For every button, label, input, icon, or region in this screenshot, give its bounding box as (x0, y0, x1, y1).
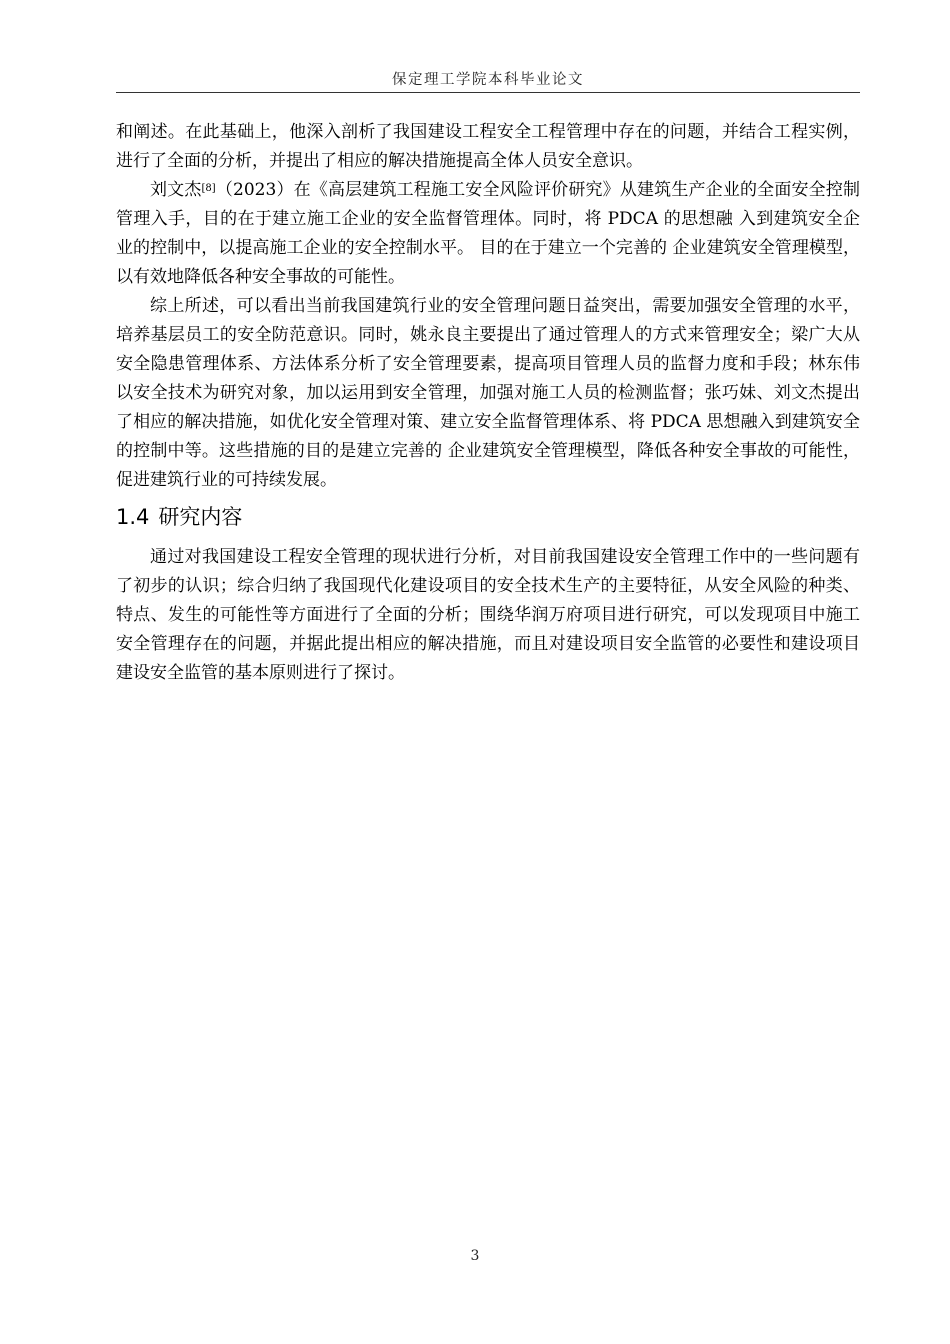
page-number: 3 (470, 1248, 480, 1264)
section-title: 研究内容 (158, 505, 243, 529)
section-heading (116, 501, 860, 533)
header-divider (116, 92, 860, 93)
citation-ref: [8] (201, 183, 216, 194)
paragraph-continuation: 和阐述。在此基础上，他深入剖析了我国建设工程安全工程管理中存在的问题，并结合工程实例，进行了全面的分析，并提出了相应的解决措施提高全体人员安全意识。 (116, 122, 860, 171)
page-header-title: 保定理工学院本科毕业论文 (392, 72, 584, 88)
paragraph-research-content: 通过对我国建设工程安全管理的现状进行分析，对目前我国建设安全管理工作中的一些问题有了初步的认识；综合归纳了我国现代化建设项目的安全技术生产的主要特征，从安全风险的种类、特点、发生的可能性等方面进行了全面的分析；围绕华润万府项目进行研究，可以发现项目中施工安全管理存在的问题，并据此提出相应的解决措施，而且对建设项目安全监管的必要性和建设项目建设安全监管的基本原则进行了探讨。 (116, 547, 860, 683)
paragraph-liu-wenjie (116, 176, 860, 292)
section-number: 1.4 (116, 505, 150, 529)
paragraph-summary: 综上所述，可以看出当前我国建筑行业的安全管理问题日益突出，需要加强安全管理的水平，培养基层员工的安全防范意识。同时，姚永良主要提出了通过管理人的方式来管理安全；梁广大从安全隐患管理体系、方法体系分析了安全管理要素，提高项目管理人员的监督力度和手段；林东伟以安全技术为研究对象，加以运用到安全管理，加强对施工人员的检测监督；张巧妹、刘文杰提出了相应的解决措施，如优化安全管理对策、建立安全监督管理体系、将 PDCA 思想融入到建筑安全的控制中等。这些措施的目的是建立完善的 企业建筑安全管理模型，降低各种安全事故的可能性，促进建筑行业的可持续发展。 (116, 296, 860, 490)
author-name: 刘文杰 (150, 180, 202, 200)
paragraph-text: （2023）在《高层建筑工程施工安全风险评价研究》从建筑生产企业的全面安全控制管理入手，目的在于建立施工企业的安全监督管理体。同时，将 PDCA 的思想融 入到建筑安全企业的控制中，以提高施工企业的安全控制水平。 目的在于建立一个完善的 企业建筑安全管理模型，以有效地降低各种安全事故的可能性。 (116, 180, 861, 287)
body-text (116, 118, 860, 688)
